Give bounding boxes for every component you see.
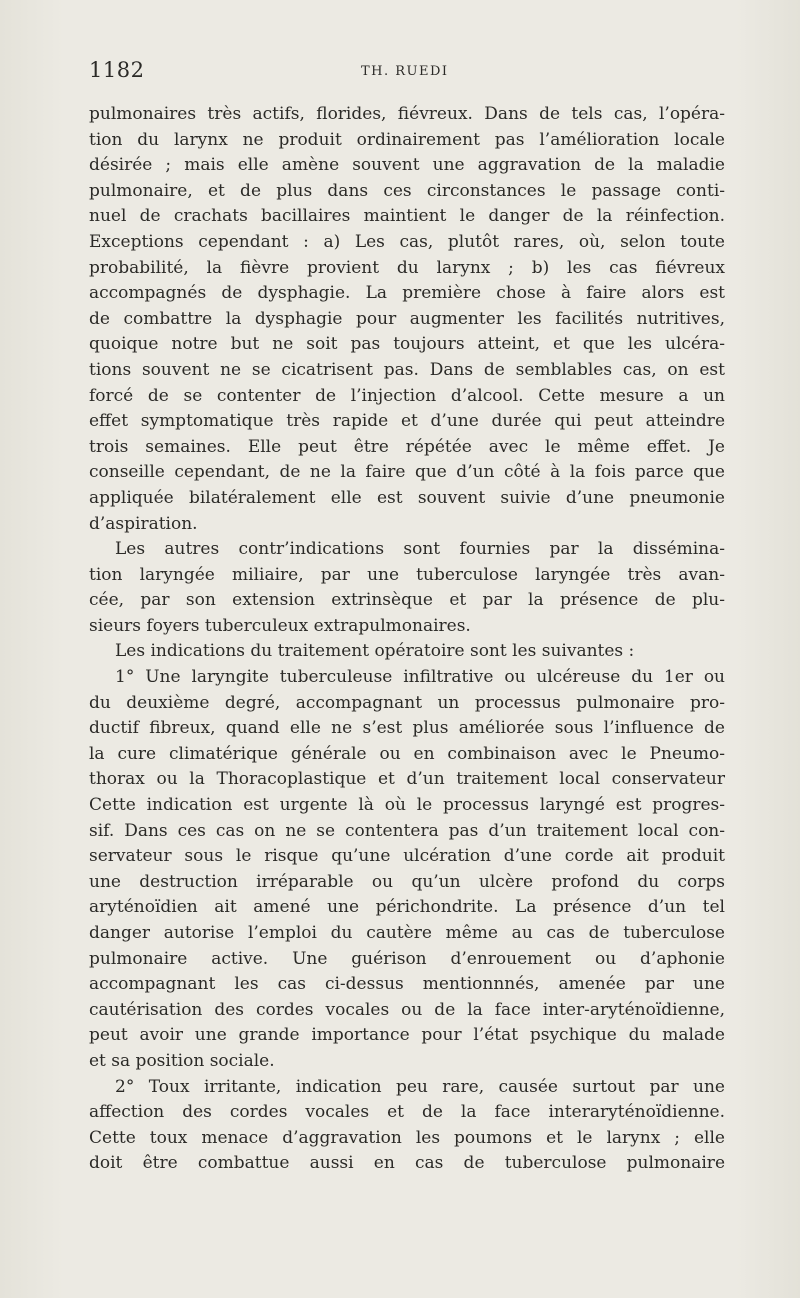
text-line: thorax ou la Thoracoplastique et d’un traitement local conservateur [89,769,725,790]
text-line: nuel de crachats bacillaires maintient le danger de la réinfection. [89,206,725,227]
text-line: pulmonaire, et de plus dans ces circonstances le passage conti- [89,180,725,201]
text-line: affection des cordes vocales et de la face interaryténoïdienne. [89,1102,725,1123]
text-line: Les autres contr’indications sont fournies par la dissémina- [115,539,725,560]
text-line: cée, par son extension extrinsèque et par la présence de plu- [89,590,725,611]
text-line: danger autorise l’emploi du cautère même au cas de tuberculose [89,923,725,943]
text-line: trois semaines. Elle peut être répétée avec le même effet. Je [89,436,725,457]
text-line: Cette toux menace d’aggravation les poumons et le larynx ; elle [89,1127,725,1148]
text-line: une destruction irréparable ou qu’un ulcère profond du corps [89,871,725,892]
body-text [89,102,725,1177]
text-line: d’aspiration. [89,513,198,534]
text-line: forcé de se contenter de l’injection d’alcool. Cette mesure a un [89,385,725,406]
running-head: TH. RUEDI [361,64,449,79]
text-line: Cette indication est urgente là où le processus laryngé est progres- [89,795,725,816]
text-line: cautérisation des cordes vocales ou de la face inter-aryténoïdienne, [89,999,725,1020]
text-line: effet symptomatique très rapide et d’une durée qui peut atteindre [89,411,725,432]
text-line: Les indications du traitement opératoire sont les suivantes : [115,641,635,662]
text-line: accompagnés de dysphagie. La première chose à faire alors est [89,283,725,304]
text-line: tion du larynx ne produit ordinairement pas l’amélioration locale [89,129,725,150]
text-line: accompagnant les cas ci-dessus mentionnnés, amenée par une [89,974,725,995]
text-line: du deuxième degré, accompagnant un processus pulmonaire pro- [89,692,725,713]
page-number: 1182 [89,58,145,82]
text-line: désirée ; mais elle amène souvent une aggravation de la maladie [89,155,725,176]
text-line: probabilité, la fièvre provient du larynx ; b) les cas fiévreux [89,257,725,278]
text-line: tion laryngée miliaire, par une tuberculose laryngée très avan- [89,564,725,585]
text-line: quoique notre but ne soit pas toujours atteint, et que les ulcéra- [89,334,725,355]
text-line: 2° Toux irritante, indication peu rare, causée surtout par une [115,1076,725,1097]
text-line: sieurs foyers tuberculeux extrapulmonaires. [89,615,471,636]
text-line: la cure climatérique générale ou en combinaison avec le Pneumo- [89,743,725,764]
text-line: et sa position sociale. [89,1050,275,1071]
text-line: 1° Une laryngite tuberculeuse infiltrative ou ulcéreuse du 1er ou [115,667,725,688]
page-header [89,58,725,88]
text-line: conseille cependant, de ne la faire que d’un côté à la fois parce que [89,462,725,483]
text-line: peut avoir une grande importance pour l’état psychique du malade [89,1025,725,1046]
text-line: appliquée bilatéralement elle est souvent suivie d’une pneumonie [89,487,725,508]
text-line: doit être combattue aussi en cas de tuberculose pulmonaire [89,1153,725,1174]
text-line: ductif fibreux, quand elle ne s’est plus améliorée sous l’influence de [89,718,725,739]
text-line: tions souvent ne se cicatrisent pas. Dans de semblables cas, on est [89,359,725,380]
text-line: sif. Dans ces cas on ne se contentera pas d’un traitement local con- [89,820,725,841]
text-line: pulmonaires très actifs, florides, fiévreux. Dans de tels cas, l’opéra- [89,104,725,124]
text-line: de combattre la dysphagie pour augmenter les facilités nutritives, [89,308,725,329]
text-line: aryténoïdien ait amené une périchondrite. La présence d’un tel [89,897,725,918]
text-line: pulmonaire active. Une guérison d’enrouement ou d’aphonie [89,948,725,969]
text-line: Exceptions cependant : a) Les cas, plutôt rares, où, selon toute [89,231,725,252]
text-line: servateur sous le risque qu’une ulcération d’une corde ait produit [89,846,725,867]
